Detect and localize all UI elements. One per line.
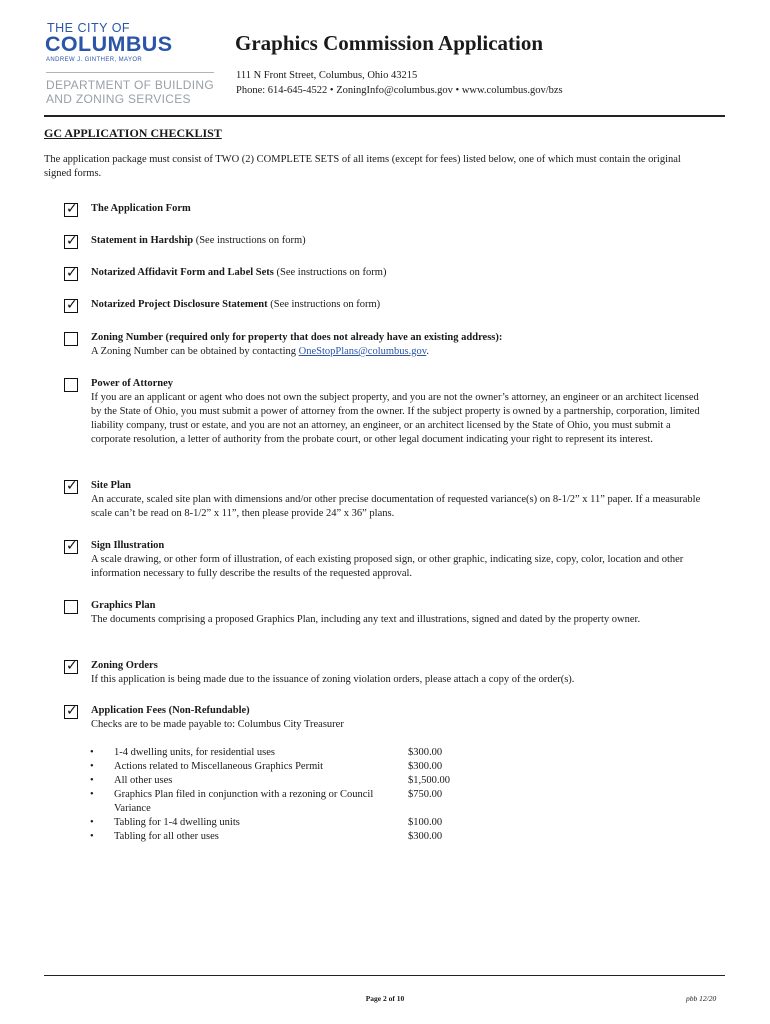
checkmark-icon: ✓ <box>66 233 78 249</box>
checkmark-icon: ✓ <box>66 658 78 674</box>
item-title: Power of Attorney <box>91 378 174 389</box>
item-title: Application Fees (Non-Refundable) <box>91 705 250 716</box>
address: 111 N Front Street, Columbus, Ohio 43215 <box>236 70 418 81</box>
logo-city-of: THE CITY OF <box>47 21 131 35</box>
logo-mayor: ANDREW J. GINTHER, MAYOR <box>46 57 143 63</box>
checklist-intro: The application package must consist of TWO (2) COMPLETE SETS of all items (except for fees) listed below, one of which must contain the original signed forms. <box>44 154 681 179</box>
checkbox[interactable] <box>64 332 78 346</box>
logo-columbus-b: S <box>157 32 173 56</box>
fee-list <box>90 746 490 844</box>
logo-columbus-u: U <box>141 32 158 56</box>
fee-amount: $750.00 <box>408 789 443 800</box>
fee-row <box>90 816 490 830</box>
logo-columbus-a: COLUMB <box>45 32 142 56</box>
checkbox[interactable] <box>64 267 78 281</box>
fee-row <box>90 760 490 774</box>
item-title: The Application Form <box>91 203 191 214</box>
email-link[interactable]: OneStopPlans@columbus.gov <box>298 346 427 357</box>
fee-amount: $300.00 <box>408 761 443 772</box>
form-code: pbb 12/20 <box>686 994 717 1003</box>
bullet: • <box>90 789 94 800</box>
fee-label: 1-4 dwelling units, for residential uses <box>114 747 275 758</box>
item-title: Notarized Affidavit Form and Label Sets <box>91 267 274 278</box>
checkbox[interactable] <box>64 378 78 392</box>
bullet: • <box>90 817 94 828</box>
checkbox[interactable] <box>64 480 78 494</box>
fee-label: Actions related to Miscellaneous Graphics Permit <box>114 761 324 772</box>
desc-prefix: A Zoning Number can be obtained by contacting <box>91 346 299 357</box>
checkmark-icon: ✓ <box>66 265 78 281</box>
logo-dept-line-2: AND ZONING SERVICES <box>46 92 191 106</box>
item-note: (See instructions on form) <box>193 235 306 246</box>
fee-label: Tabling for 1-4 dwelling units <box>114 817 240 828</box>
item-title: Zoning Number (required only for property that does not already have an existing address): <box>91 332 503 343</box>
item-title: Graphics Plan <box>91 600 156 611</box>
checkbox[interactable] <box>64 299 78 313</box>
checkmark-icon: ✓ <box>66 297 78 313</box>
checklist-title: GC APPLICATION CHECKLIST <box>44 126 222 140</box>
page-number: Page 2 of 10 <box>365 994 405 1003</box>
item-title: Notarized Project Disclosure Statement <box>91 299 268 310</box>
fee-row <box>90 774 490 788</box>
desc-suffix: . <box>426 346 429 357</box>
item-description: If this application is being made due to the issuance of zoning violation orders, please attach a copy of the order(s). <box>91 674 575 685</box>
checkbox[interactable] <box>64 540 78 554</box>
logo-dept-line-1: DEPARTMENT OF BUILDING <box>46 78 214 92</box>
checkmark-icon: ✓ <box>66 478 78 494</box>
item-description: An accurate, scaled site plan with dimensions and/or other precise documentation of requested variance(s) on 8-1/2” x 11” paper. If a measurable scale can’t be read on 8-1/2” x 11”, then please provide 24” x 36” plans. <box>91 494 701 519</box>
item-note: (See instructions on form) <box>267 299 381 310</box>
item-description <box>91 345 701 359</box>
item-note: (See instructions on form) <box>273 267 387 278</box>
bullet: • <box>90 831 94 842</box>
footer-divider <box>44 975 725 976</box>
fee-amount: $300.00 <box>408 747 443 758</box>
item-title: Sign Illustration <box>91 540 165 551</box>
fee-row <box>90 746 490 760</box>
bullet: • <box>90 761 94 772</box>
logo-divider <box>46 72 214 73</box>
fee-row <box>90 788 490 816</box>
logo-columbus <box>45 32 172 57</box>
item-title: Site Plan <box>91 480 131 491</box>
fee-amount: $1,500.00 <box>408 775 450 786</box>
fee-label: Tabling for all other uses <box>114 831 219 842</box>
item-description: The documents comprising a proposed Graphics Plan, including any text and illustrations, signed and dated by the property owner. <box>91 614 641 625</box>
fee-label: All other uses <box>114 775 173 786</box>
header-divider <box>44 115 725 117</box>
item-description: A scale drawing, or other form of illustration, of each existing proposed sign, or other graphic, indicating size, copy, color, location and other information necessary to fully describe the results of the requested approval. <box>91 554 684 579</box>
logo-department <box>46 78 214 106</box>
item-title: Zoning Orders <box>91 660 158 671</box>
contact-block <box>236 68 563 98</box>
fee-row <box>90 830 490 844</box>
checkbox[interactable] <box>64 203 78 217</box>
item-description: Checks are to be made payable to: Columbus City Treasurer <box>91 719 344 730</box>
checkmark-icon: ✓ <box>66 538 78 554</box>
item-description: If you are an applicant or agent who does not own the subject property, and you are not the owner’s attorney, an engineer or an architect licensed by the State of Ohio, you must submit a power of attorney from the owner. If the subject property is owned by a partnership, corporation, limited liability company, trust or estate, and you are not an attorney, an engineer, or an architect licensed by the State of Ohio, you must submit a corporate resolution, a letter of authority from the probate court, or other legal document indicating your right to represent its interest. <box>91 392 700 445</box>
item-title: Statement in Hardship <box>91 235 194 246</box>
checkbox[interactable] <box>64 600 78 614</box>
bullet: • <box>90 747 94 758</box>
bullet: • <box>90 775 94 786</box>
checkbox[interactable] <box>64 705 78 719</box>
fee-amount: $300.00 <box>408 831 443 842</box>
checkbox[interactable] <box>64 660 78 674</box>
contact-info: Phone: 614-645-4522 • ZoningInfo@columbus.gov • www.columbus.gov/bzs <box>236 85 563 96</box>
fee-amount: $100.00 <box>408 817 443 828</box>
checkmark-icon: ✓ <box>66 201 78 217</box>
fee-label: Graphics Plan filed in conjunction with a rezoning or Council Variance <box>114 789 374 814</box>
checkbox[interactable] <box>64 235 78 249</box>
page-title: Graphics Commission Application <box>235 31 544 55</box>
checkmark-icon: ✓ <box>66 703 78 719</box>
